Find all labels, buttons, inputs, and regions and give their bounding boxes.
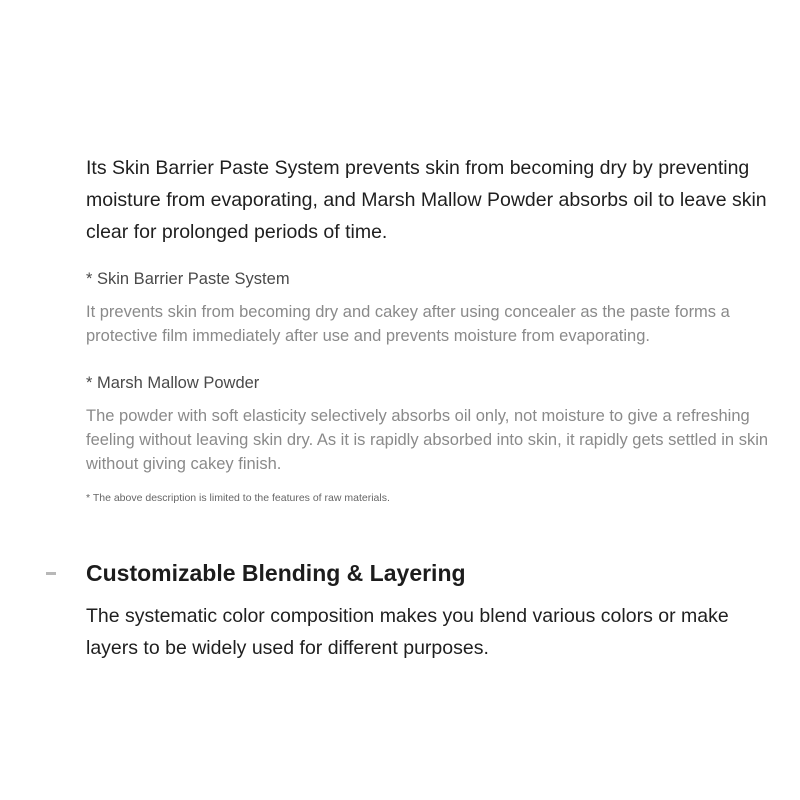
section1-lead: Its Skin Barrier Paste System prevents skin from becoming dry by preventing moisture from evaporating, and Marsh Mallow Powder absorbs oil to leave skin clear for prolonged periods of time. [86, 157, 767, 243]
skin-barrier-description: It prevents skin from becoming dry and cakey after using concealer as the paste forms a protective film immediately after use and prevents moisture from evaporating. [86, 303, 730, 345]
marsh-mallow-title: * Marsh Mallow Powder [86, 374, 260, 392]
blending-layering-heading: Customizable Blending & Layering [86, 560, 466, 586]
footnote: * The above description is limited to the features of raw materials. [86, 492, 390, 504]
marsh-mallow-description: The powder with soft elasticity selectively absorbs oil only, not moisture to give a refreshing feeling without leaving skin dry. As it is rapidly absorbed into skin, it rapidly gets settled in skin without giving cakey finish. [86, 407, 769, 473]
section-marker-dash [46, 572, 56, 575]
blending-layering-description: The systematic color composition makes you blend various colors or make layers to be widely used for different purposes. [86, 605, 729, 659]
cropped-section-heading [86, 114, 316, 136]
skin-barrier-title: * Skin Barrier Paste System [86, 270, 290, 288]
